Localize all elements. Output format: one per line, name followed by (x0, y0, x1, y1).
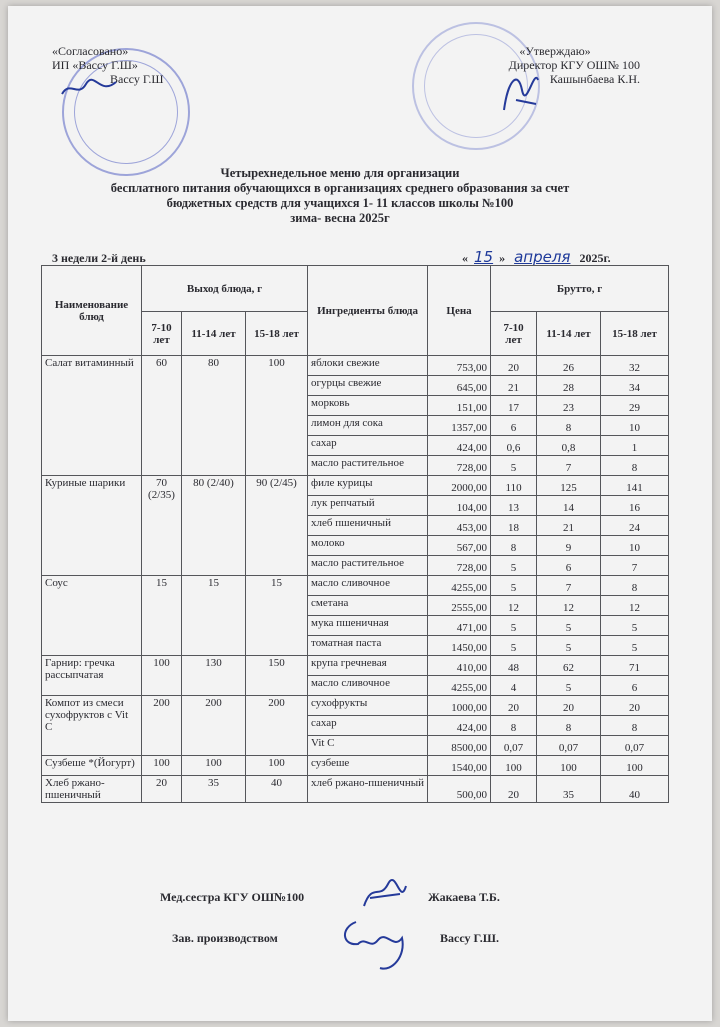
ingredient-price: 453,00 (428, 516, 491, 536)
dish-yield-age-7-10: 100 (142, 756, 182, 776)
brutto-age-15-18: 16 (601, 496, 669, 516)
brutto-age-11-14: 5 (537, 616, 601, 636)
brutto-age-7-10: 110 (491, 476, 537, 496)
brutto-age-11-14: 5 (537, 636, 601, 656)
ingredient-price: 1540,00 (428, 756, 491, 776)
header-yield-age-15-18: 15-18 лет (246, 312, 308, 356)
brutto-age-7-10: 6 (491, 416, 537, 436)
ingredient-name: Vit C (308, 736, 428, 756)
dish-yield-age-7-10: 70 (2/35) (142, 476, 182, 576)
dish-yield-age-15-18: 100 (246, 356, 308, 476)
dish-yield-age-15-18: 150 (246, 656, 308, 696)
brutto-age-15-18: 0,07 (601, 736, 669, 756)
dish-yield-age-7-10: 200 (142, 696, 182, 756)
brutto-age-7-10: 5 (491, 616, 537, 636)
brutto-age-15-18: 12 (601, 596, 669, 616)
ingredient-price: 1000,00 (428, 696, 491, 716)
dish-yield-age-11-14: 80 (182, 356, 246, 476)
brutto-age-7-10: 8 (491, 536, 537, 556)
header-dish-name: Наименование блюд (42, 266, 142, 356)
dish-yield-age-15-18: 40 (246, 776, 308, 803)
dish-yield-age-11-14: 200 (182, 696, 246, 756)
header-yield-age-11-14: 11-14 лет (182, 312, 246, 356)
brutto-age-11-14: 8 (537, 416, 601, 436)
brutto-age-15-18: 71 (601, 656, 669, 676)
approval-left-line3: Вассу Г.Ш (110, 72, 164, 86)
brutto-age-7-10: 17 (491, 396, 537, 416)
brutto-age-15-18: 24 (601, 516, 669, 536)
brutto-age-11-14: 0,07 (537, 736, 601, 756)
dish-yield-age-15-18: 90 (2/45) (246, 476, 308, 576)
brutto-age-7-10: 100 (491, 756, 537, 776)
date-open-quote: « (462, 251, 468, 265)
brutto-age-11-14: 23 (537, 396, 601, 416)
ingredient-name: масло сливочное (308, 576, 428, 596)
title-line4: зима- весна 2025г (290, 211, 390, 225)
ingredient-name: крупа гречневая (308, 656, 428, 676)
signature-left (60, 76, 120, 100)
brutto-age-11-14: 100 (537, 756, 601, 776)
brutto-age-15-18: 5 (601, 636, 669, 656)
ingredient-name: лимон для сока (308, 416, 428, 436)
brutto-age-15-18: 10 (601, 536, 669, 556)
brutto-age-11-14: 28 (537, 376, 601, 396)
ingredient-name: хлеб пшеничный (308, 516, 428, 536)
ingredient-name: огурцы свежие (308, 376, 428, 396)
nurse-signature-line (160, 890, 304, 905)
dish-name: Гарнир: гречка рассыпчатая (42, 656, 142, 696)
ingredient-price: 410,00 (428, 656, 491, 676)
ingredient-price: 151,00 (428, 396, 491, 416)
date-close-quote: » (499, 251, 506, 265)
brutto-age-11-14: 9 (537, 536, 601, 556)
signature-director (498, 60, 544, 116)
document-title (60, 166, 620, 226)
ingredient-price: 424,00 (428, 436, 491, 456)
brutto-age-11-14: 21 (537, 516, 601, 536)
table-row (42, 656, 669, 676)
ingredient-price: 728,00 (428, 456, 491, 476)
dish-name: Сузбеше *(Йогурт) (42, 756, 142, 776)
ingredient-name: масло сливочное (308, 676, 428, 696)
dish-yield-age-11-14: 80 (2/40) (182, 476, 246, 576)
ingredient-price: 500,00 (428, 776, 491, 803)
brutto-age-15-18: 29 (601, 396, 669, 416)
table-row (42, 476, 669, 496)
approval-left-line2: ИП «Вассу Г.Ш» (52, 58, 138, 72)
dish-name: Компот из смеси сухофруктов с Vit C (42, 696, 142, 756)
brutto-age-7-10: 20 (491, 696, 537, 716)
brutto-age-15-18: 5 (601, 616, 669, 636)
table-row (42, 756, 669, 776)
approval-left-line1: «Согласовано» (52, 44, 129, 58)
signature-nurse (360, 876, 410, 912)
brutto-age-7-10: 5 (491, 636, 537, 656)
ingredient-name: сухофрукты (308, 696, 428, 716)
ingredient-price: 8500,00 (428, 736, 491, 756)
menu-table (41, 265, 669, 803)
brutto-age-11-14: 7 (537, 576, 601, 596)
brutto-age-15-18: 1 (601, 436, 669, 456)
week-day-label: 3 недели 2-й день (52, 251, 146, 265)
dish-yield-age-7-10: 60 (142, 356, 182, 476)
ingredient-price: 2000,00 (428, 476, 491, 496)
header-brutto-age-7-10: 7-10 лет (491, 312, 537, 356)
approval-block-right (470, 44, 640, 86)
header-price: Цена (428, 266, 491, 356)
dish-name: Соус (42, 576, 142, 656)
title-line3: бюджетных средств для учащихся 1- 11 классов школы №100 (166, 196, 514, 210)
dish-yield-age-7-10: 100 (142, 656, 182, 696)
brutto-age-15-18: 6 (601, 676, 669, 696)
brutto-age-7-10: 21 (491, 376, 537, 396)
brutto-age-7-10: 0,6 (491, 436, 537, 456)
ingredient-price: 4255,00 (428, 676, 491, 696)
ingredient-name: сахар (308, 436, 428, 456)
approval-right-line1: «Утверждаю» (519, 44, 591, 58)
header-ingredients: Ингредиенты блюда (308, 266, 428, 356)
ingredient-name: масло растительное (308, 456, 428, 476)
ingredient-price: 471,00 (428, 616, 491, 636)
ingredient-price: 1357,00 (428, 416, 491, 436)
brutto-age-15-18: 8 (601, 456, 669, 476)
dish-yield-age-7-10: 20 (142, 776, 182, 803)
ingredient-price: 645,00 (428, 376, 491, 396)
nurse-name: Жакаева Т.Б. (428, 890, 500, 904)
header-brutto-age-15-18: 15-18 лет (601, 312, 669, 356)
ingredient-price: 753,00 (428, 356, 491, 376)
ingredient-price: 728,00 (428, 556, 491, 576)
brutto-age-15-18: 10 (601, 416, 669, 436)
ingredient-price: 1450,00 (428, 636, 491, 656)
brutto-age-11-14: 62 (537, 656, 601, 676)
ingredient-price: 4255,00 (428, 576, 491, 596)
brutto-age-11-14: 8 (537, 716, 601, 736)
ingredient-price: 2555,00 (428, 596, 491, 616)
brutto-age-15-18: 34 (601, 376, 669, 396)
table-row (42, 356, 669, 376)
date-day: 15 (474, 248, 494, 266)
brutto-age-7-10: 5 (491, 576, 537, 596)
brutto-age-15-18: 141 (601, 476, 669, 496)
signature-manager (336, 916, 420, 976)
header-yield: Выход блюда, г (142, 266, 308, 312)
dish-yield-age-11-14: 100 (182, 756, 246, 776)
brutto-age-11-14: 5 (537, 676, 601, 696)
dish-yield-age-15-18: 15 (246, 576, 308, 656)
menu-date (462, 248, 611, 266)
brutto-age-15-18: 100 (601, 756, 669, 776)
brutto-age-11-14: 125 (537, 476, 601, 496)
ingredient-name: хлеб ржано-пшеничный (308, 776, 428, 803)
date-month: апреля (514, 248, 571, 266)
brutto-age-7-10: 20 (491, 776, 537, 803)
ingredient-name: лук репчатый (308, 496, 428, 516)
dish-yield-age-15-18: 200 (246, 696, 308, 756)
dish-name: Хлеб ржано-пшеничный (42, 776, 142, 803)
ingredient-name: яблоки свежие (308, 356, 428, 376)
brutto-age-7-10: 18 (491, 516, 537, 536)
brutto-age-7-10: 13 (491, 496, 537, 516)
ingredient-price: 424,00 (428, 716, 491, 736)
brutto-age-7-10: 12 (491, 596, 537, 616)
header-yield-age-7-10: 7-10 лет (142, 312, 182, 356)
ingredient-name: сузбеше (308, 756, 428, 776)
brutto-age-15-18: 32 (601, 356, 669, 376)
ingredient-price: 567,00 (428, 536, 491, 556)
ingredient-name: масло растительное (308, 556, 428, 576)
brutto-age-7-10: 0,07 (491, 736, 537, 756)
manager-label: Зав. производством (172, 931, 278, 945)
brutto-age-11-14: 0,8 (537, 436, 601, 456)
manager-name: Вассу Г.Ш. (440, 931, 499, 945)
brutto-age-11-14: 35 (537, 776, 601, 803)
brutto-age-15-18: 8 (601, 576, 669, 596)
brutto-age-11-14: 7 (537, 456, 601, 476)
table-row (42, 576, 669, 596)
ingredient-name: сахар (308, 716, 428, 736)
ingredient-name: мука пшеничная (308, 616, 428, 636)
dish-yield-age-11-14: 15 (182, 576, 246, 656)
dish-yield-age-15-18: 100 (246, 756, 308, 776)
brutto-age-7-10: 5 (491, 556, 537, 576)
ingredient-name: сметана (308, 596, 428, 616)
brutto-age-7-10: 8 (491, 716, 537, 736)
ingredient-name: молоко (308, 536, 428, 556)
nurse-label: Мед.сестра КГУ ОШ№100 (160, 890, 305, 904)
title-line1: Четырехнедельное меню для организации (220, 166, 460, 180)
dish-name: Салат витаминный (42, 356, 142, 476)
table-row (42, 696, 669, 716)
title-line2: бесплатного питания обучающихся в организациях среднего образования за счет (110, 181, 570, 195)
brutto-age-11-14: 14 (537, 496, 601, 516)
brutto-age-11-14: 26 (537, 356, 601, 376)
brutto-age-7-10: 5 (491, 456, 537, 476)
dish-yield-age-11-14: 130 (182, 656, 246, 696)
ingredient-name: томатная паста (308, 636, 428, 656)
brutto-age-7-10: 4 (491, 676, 537, 696)
ingredient-name: морковь (308, 396, 428, 416)
brutto-age-7-10: 20 (491, 356, 537, 376)
table-row (42, 776, 669, 803)
brutto-age-11-14: 12 (537, 596, 601, 616)
brutto-age-11-14: 20 (537, 696, 601, 716)
dish-name: Куриные шарики (42, 476, 142, 576)
menu-table-body (42, 356, 669, 803)
dish-yield-age-11-14: 35 (182, 776, 246, 803)
dish-yield-age-7-10: 15 (142, 576, 182, 656)
brutto-age-11-14: 6 (537, 556, 601, 576)
brutto-age-15-18: 20 (601, 696, 669, 716)
header-brutto-age-11-14: 11-14 лет (537, 312, 601, 356)
ingredient-price: 104,00 (428, 496, 491, 516)
ingredient-name: филе курицы (308, 476, 428, 496)
brutto-age-7-10: 48 (491, 656, 537, 676)
brutto-age-15-18: 40 (601, 776, 669, 803)
brutto-age-15-18: 7 (601, 556, 669, 576)
approval-right-line3: Кашынбаева К.Н. (549, 72, 640, 86)
approval-right-line2: Директор КГУ ОШ№ 100 (508, 58, 640, 72)
brutto-age-15-18: 8 (601, 716, 669, 736)
date-year: 2025г. (579, 251, 611, 265)
header-brutto: Брутто, г (491, 266, 669, 312)
